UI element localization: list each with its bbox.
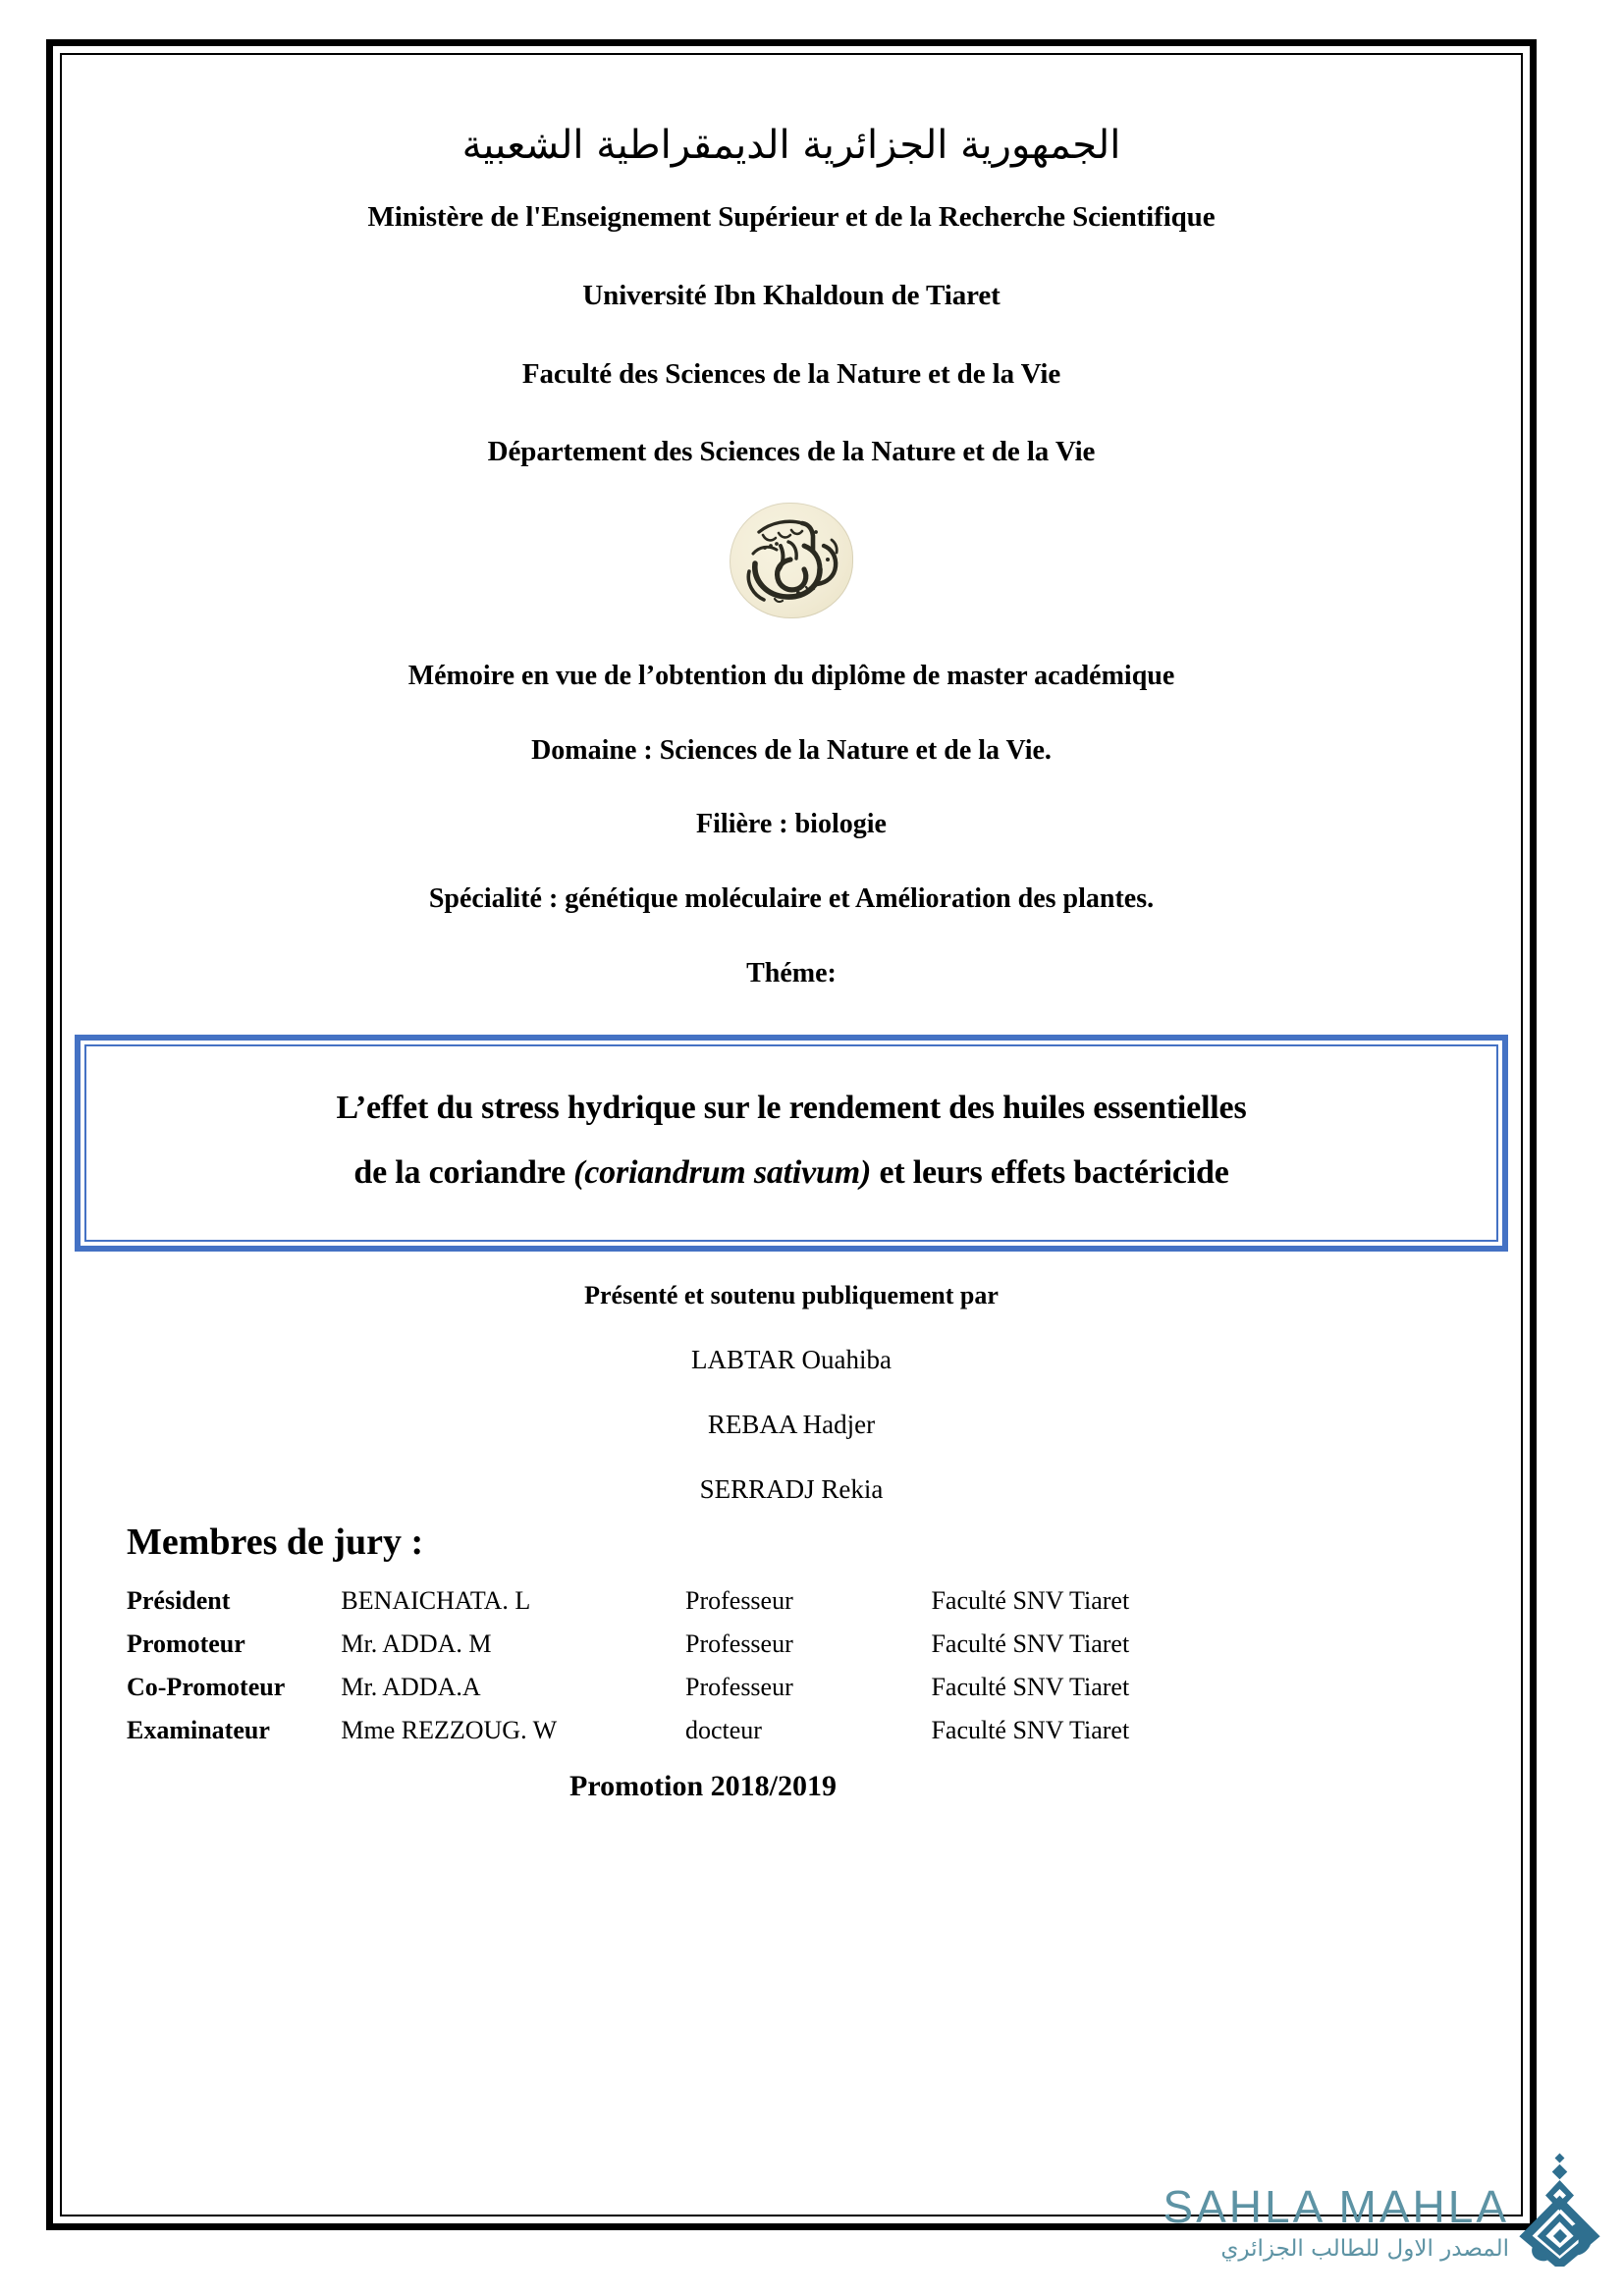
thesis-title-line-1: L’effet du stress hydrique sur le rendement des huiles essentielles xyxy=(336,1090,1247,1127)
memoire-line: Mémoire en vue de l’obtention du diplôme de master académique xyxy=(407,661,1175,692)
thesis-title-line-2 xyxy=(112,1141,1471,1205)
specialite-line: Spécialité : génétique moléculaire et Amélioration des plantes. xyxy=(428,882,1155,914)
watermark-tagline-arabic: المصدر الاول للطالب الجزائري xyxy=(1220,2236,1509,2262)
jury-place: Faculté SNV Tiaret xyxy=(931,1715,1130,1744)
thesis-title-box xyxy=(75,1035,1508,1252)
author-name-3: SERRADJ Rekia xyxy=(699,1473,884,1504)
table-row xyxy=(127,1579,1226,1623)
jury-grade: docteur xyxy=(685,1715,762,1744)
cover-page-content xyxy=(60,53,1523,2216)
theme-label: Théme: xyxy=(746,957,837,988)
filiere-line: Filière : biologie xyxy=(696,809,887,840)
jury-role: Examinateur xyxy=(127,1715,270,1744)
jury-members-heading: Membres de jury : xyxy=(127,1521,424,1563)
author-name-1: LABTAR Ouahiba xyxy=(690,1344,893,1374)
university-heading: Université Ibn Khaldoun de Tiaret xyxy=(582,279,1001,311)
department-heading: Département des Sciences de la Nature et de la Vie xyxy=(487,436,1096,468)
author-name-2: REBAA Hadjer xyxy=(707,1409,876,1439)
domaine-line: Domaine : Sciences de la Nature et de la Vie. xyxy=(531,734,1052,766)
jury-place: Faculté SNV Tiaret xyxy=(931,1585,1130,1615)
jury-role: Président xyxy=(127,1585,231,1615)
jury-grade: Professeur xyxy=(685,1672,793,1701)
faculty-heading: Faculté des Sciences de la Nature et de la Vie xyxy=(521,357,1061,390)
promotion-year: Promotion 2018/2019 xyxy=(569,1769,837,1802)
university-seal-wrap xyxy=(119,503,1464,618)
table-row xyxy=(127,1623,1226,1666)
jury-role: Promoteur xyxy=(127,1629,245,1658)
thesis-title-line-2-after: et leurs effets bactéricide xyxy=(871,1154,1229,1192)
republic-heading-arabic: الجمهورية الجزائرية الديمقراطية الشعبية xyxy=(461,123,1121,168)
thesis-title-box-inner xyxy=(84,1044,1498,1242)
jury-grade: Professeur xyxy=(685,1629,793,1658)
watermark-brand-name: SAHLA MAHLA xyxy=(1163,2181,1509,2232)
thesis-title-species-name: (coriandrum sativum) xyxy=(573,1154,872,1192)
ministry-heading: Ministère de l'Enseignement Supérieur et de la Recherche Scientifique xyxy=(367,201,1216,233)
table-row xyxy=(127,1666,1226,1709)
jury-person: Mme REZZOUG. W xyxy=(341,1715,558,1744)
jury-person: BENAICHATA. L xyxy=(341,1585,531,1615)
jury-role: Co-Promoteur xyxy=(127,1672,286,1701)
jury-person: Mr. ADDA. M xyxy=(341,1629,492,1658)
jury-place: Faculté SNV Tiaret xyxy=(931,1672,1130,1701)
university-seal-icon xyxy=(730,503,853,618)
jury-place: Faculté SNV Tiaret xyxy=(931,1629,1130,1658)
table-row xyxy=(127,1709,1226,1752)
jury-members-table xyxy=(127,1579,1226,1752)
presented-by-label: Présenté et soutenu publiquement par xyxy=(584,1280,999,1309)
thesis-title-line-2-before: de la coriandre xyxy=(353,1154,574,1192)
jury-person: Mr. ADDA.A xyxy=(341,1672,481,1701)
jury-grade: Professeur xyxy=(685,1585,793,1615)
